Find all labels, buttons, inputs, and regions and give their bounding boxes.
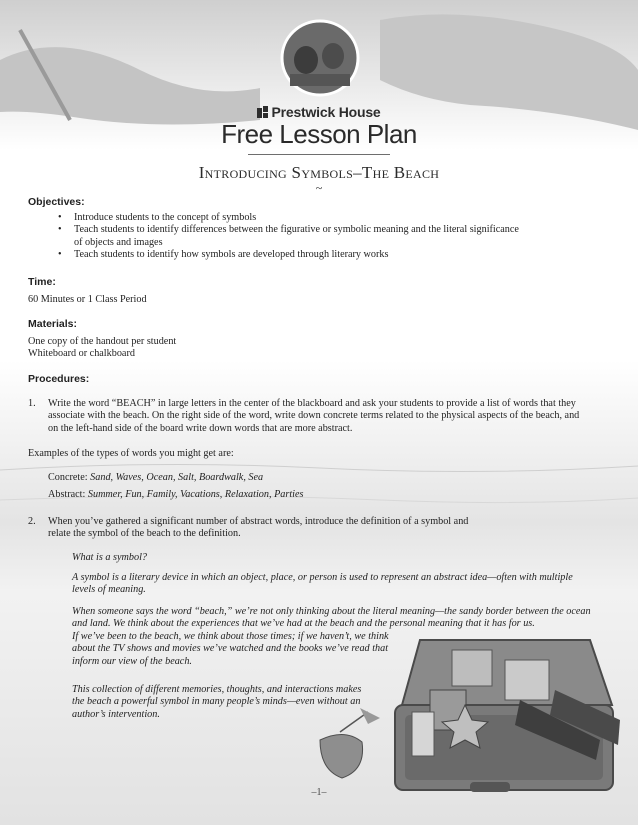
procedures-heading: Procedures: (28, 373, 90, 385)
step-number: 2. (28, 516, 36, 527)
materials-item: One copy of the handout per student (28, 336, 177, 347)
abstract-words: Summer, Fun, Family, Vacations, Relaxation, Parties (87, 489, 304, 500)
brand-logo (0, 104, 638, 120)
abstract-examples (48, 489, 304, 501)
abstract-label: Abstract: (48, 489, 86, 500)
step-1-text: Write the word “BEACH” in large letters in the center of the blackboard and ask your students to provide a list of words that they associate with the beach. On the right side of the word, write down concrete terms related to the physical aspects of the beach, and on the left-hand side of the board write down words that are more abstract. (48, 398, 580, 434)
page-title: Free Lesson Plan (221, 119, 417, 149)
objectives-list (56, 212, 526, 262)
list-item: • Teach students to identify how symbols are developed through literary works (56, 249, 526, 261)
brand-name: Prestwick House (271, 104, 381, 120)
classroom-emblem-icon (282, 21, 358, 95)
time-text: 60 Minutes or 1 Class Period (28, 294, 147, 305)
beach-paragraph-2: This collection of different memories, thoughts, and interactions makes the beach a powerful symbol in many people’s minds—even without an author’s intervention. (72, 684, 362, 720)
step-number: 1. (28, 398, 36, 409)
list-item: • Introduce students to the concept of symbols (56, 212, 526, 224)
lesson-subtitle: Introducing Symbols–The Beach (198, 163, 440, 182)
concrete-words: Sand, Waves, Ocean, Salt, Boardwalk, Sea (90, 472, 264, 483)
symbol-definition: A symbol is a literary device in which an object, place, or person is used to represent an abstract idea—often with multiple levels of meaning. (72, 572, 573, 596)
concrete-examples (48, 472, 263, 484)
title-divider (248, 154, 390, 155)
beach-paragraph-1b: If we’ve been to the beach, we think about those times; if we haven’t, we think about the TV shows and movies we’ve watched and the books we’ve read that inform our view of the beach. (72, 631, 389, 667)
beach-paragraph-1a: When someone says the word “beach,” we’re not only thinking about the literal meaning—the sandy border between the ocean and land. We think about the experiences that we’ve had at the beach and the personal meaning that it has for us. (72, 606, 591, 630)
ornament-icon: ~ (315, 181, 323, 195)
step-2-text: When you’ve gathered a significant number of abstract words, introduce the definition of a symbol and relate the symbol of the beach to the definition. (48, 516, 469, 540)
list-item: • Teach students to identify differences between the figurative or symbolic meaning and the literal significance of objects and images (56, 224, 526, 249)
materials-heading: Materials: (28, 318, 78, 330)
symbol-question: What is a symbol? (72, 552, 147, 563)
objectives-heading: Objectives: (28, 196, 85, 208)
page-number: –1– (311, 787, 327, 798)
concrete-label: Concrete: (48, 472, 88, 483)
prestwick-logo-icon (257, 106, 269, 118)
materials-item: Whiteboard or chalkboard (28, 348, 135, 359)
examples-intro: Examples of the types of words you might get are: (28, 448, 234, 459)
time-heading: Time: (28, 276, 56, 288)
